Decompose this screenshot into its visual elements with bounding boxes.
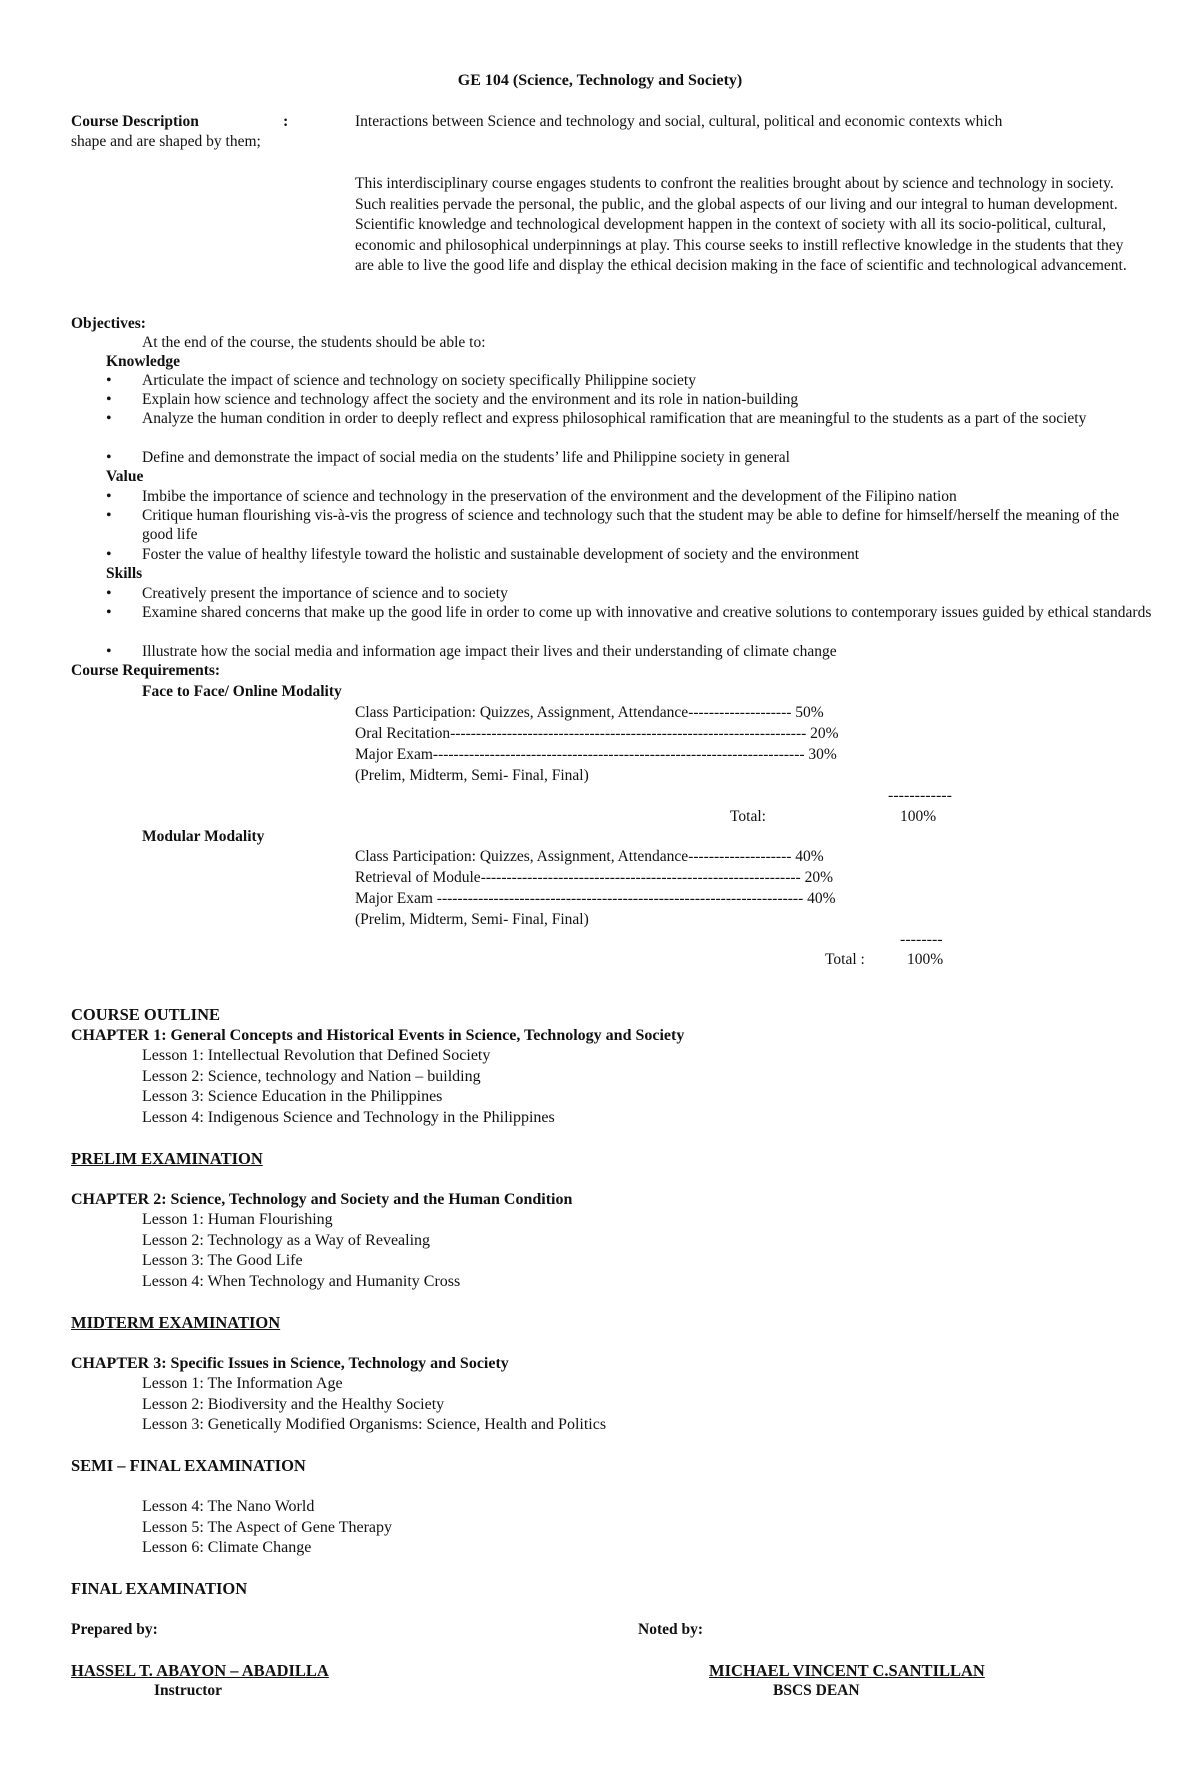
bullet-icon: • xyxy=(106,391,112,408)
bullet-icon: • xyxy=(106,410,112,427)
knowledge-item: Explain how science and technology affect the society and the environment and its role in nation-building xyxy=(142,391,799,408)
lesson-item: Lesson 5: The Aspect of Gene Therapy xyxy=(142,1519,393,1536)
lesson-item: Lesson 4: Indigenous Science and Technology in the Philippines xyxy=(142,1109,555,1126)
lesson-item: Lesson 1: The Information Age xyxy=(142,1375,343,1392)
preparer-name: HASSEL T. ABAYON – ABADILLA xyxy=(71,1661,329,1680)
requirement-line: Class Participation: Quizzes, Assignment, Attendance-------------------- 40% xyxy=(355,848,824,865)
lesson-item: Lesson 4: The Nano World xyxy=(142,1498,315,1515)
knowledge-heading: Knowledge xyxy=(106,353,181,370)
total-value: 100% xyxy=(907,951,944,968)
semi-final-exam-heading: SEMI – FINAL EXAMINATION xyxy=(71,1456,306,1475)
requirement-line: Retrieval of Module-------------------------------------------------------------- 20% xyxy=(355,869,833,886)
requirement-line: Class Participation: Quizzes, Assignment, Attendance-------------------- 50% xyxy=(355,704,824,721)
lesson-item: Lesson 1: Intellectual Revolution that Defined Society xyxy=(142,1047,491,1064)
bullet-icon: • xyxy=(106,604,112,621)
knowledge-item: Analyze the human condition in order to deeply reflect and express philosophical ramification that are meaningful to the students as a part of the society xyxy=(142,410,1087,427)
final-exam-heading: FINAL EXAMINATION xyxy=(71,1579,248,1598)
objectives-intro: At the end of the course, the students should be able to: xyxy=(142,334,486,351)
prepared-by-label: Prepared by: xyxy=(71,1621,158,1638)
course-description-paragraph: This interdisciplinary course engages students to confront the realities brought about by science and technology in society. Such realities pervade the personal, the public, and the global aspects of our living and our integral to human development. Scientific knowledge and technological development happen in the context of society with all its socio-political, cultural, economic and philosophical underpinnings at play. This course seeks to instill reflective knowledge in the students that they are able to live the good life and display the ethical decision making in the face of scientific and technological advancement. xyxy=(355,175,1127,274)
value-item: Foster the value of healthy lifestyle toward the holistic and sustainable development of society and the environment xyxy=(142,546,860,563)
noter-title: BSCS DEAN xyxy=(773,1682,860,1699)
course-description-line1-cont: shape and are shaped by them; xyxy=(71,133,261,150)
lesson-item: Lesson 6: Climate Change xyxy=(142,1539,312,1556)
face-to-face-heading: Face to Face/ Online Modality xyxy=(142,683,342,700)
noted-by-label: Noted by: xyxy=(638,1621,704,1638)
lesson-item: Lesson 2: Science, technology and Nation – building xyxy=(142,1068,481,1085)
lesson-item: Lesson 4: When Technology and Humanity Cross xyxy=(142,1273,461,1290)
skills-item: Illustrate how the social media and information age impact their lives and their understanding of climate change xyxy=(142,643,837,660)
knowledge-item: Define and demonstrate the impact of social media on the students’ life and Philippine society in general xyxy=(142,449,790,466)
total-rule: -------- xyxy=(900,931,943,948)
requirement-line: Oral Recitation--------------------------------------------------------------------- 20% xyxy=(355,725,839,742)
preparer-title: Instructor xyxy=(154,1682,223,1699)
total-label: Total : xyxy=(825,951,865,968)
total-value: 100% xyxy=(900,808,937,825)
requirement-line: Major Exam ----------------------------------------------------------------------- 40% xyxy=(355,890,836,907)
lesson-item: Lesson 1: Human Flourishing xyxy=(142,1211,333,1228)
requirement-line: Major Exam------------------------------------------------------------------------ 30% xyxy=(355,746,837,763)
course-description-label: Course Description xyxy=(71,113,199,130)
skills-item: Creatively present the importance of science and to society xyxy=(142,585,508,602)
requirements-heading: Course Requirements: xyxy=(71,662,221,679)
noter-name: MICHAEL VINCENT C.SANTILLAN xyxy=(709,1661,985,1680)
total-rule: ------------ xyxy=(888,787,952,804)
prelim-exam-heading: PRELIM EXAMINATION xyxy=(71,1149,263,1168)
requirement-line: (Prelim, Midterm, Semi- Final, Final) xyxy=(355,767,589,784)
course-description-line1: Interactions between Science and technology and social, cultural, political and economic contexts which xyxy=(355,113,1003,130)
course-description-colon: : xyxy=(283,113,289,130)
bullet-icon: • xyxy=(106,585,112,602)
bullet-icon: • xyxy=(106,507,112,524)
course-outline-heading: COURSE OUTLINE xyxy=(71,1005,220,1024)
knowledge-item: Articulate the impact of science and technology on society specifically Philippine society xyxy=(142,372,696,389)
value-heading: Value xyxy=(106,468,144,485)
lesson-item: Lesson 3: The Good Life xyxy=(142,1252,303,1269)
bullet-icon: • xyxy=(106,449,112,466)
lesson-item: Lesson 3: Genetically Modified Organisms: Science, Health and Politics xyxy=(142,1416,607,1433)
skills-item: Examine shared concerns that make up the good life in order to come up with innovative and creative solutions to contemporary issues guided by ethical standards xyxy=(142,604,1152,621)
lesson-item: Lesson 2: Technology as a Way of Revealing xyxy=(142,1232,431,1249)
lesson-item: Lesson 2: Biodiversity and the Healthy Society xyxy=(142,1396,445,1413)
skills-heading: Skills xyxy=(106,565,143,582)
modular-heading: Modular Modality xyxy=(142,828,265,845)
page-title: GE 104 (Science, Technology and Society) xyxy=(457,72,743,89)
midterm-exam-heading: MIDTERM EXAMINATION xyxy=(71,1313,281,1332)
requirement-line: (Prelim, Midterm, Semi- Final, Final) xyxy=(355,911,589,928)
bullet-icon: • xyxy=(106,488,112,505)
bullet-icon: • xyxy=(106,546,112,563)
chapter-2-title: CHAPTER 2: Science, Technology and Society and the Human Condition xyxy=(71,1191,573,1208)
lesson-item: Lesson 3: Science Education in the Philippines xyxy=(142,1088,443,1105)
chapter-1-title: CHAPTER 1: General Concepts and Historical Events in Science, Technology and Society xyxy=(71,1027,685,1044)
chapter-3-title: CHAPTER 3: Specific Issues in Science, Technology and Society xyxy=(71,1355,509,1372)
bullet-icon: • xyxy=(106,372,112,389)
objectives-heading: Objectives: xyxy=(71,315,146,332)
value-item: Critique human flourishing vis-à-vis the progress of science and technology such that the student may be able to define for himself/herself the meaning of the good life xyxy=(142,507,1120,543)
value-item: Imbibe the importance of science and technology in the preservation of the environment and the development of the Filipino nation xyxy=(142,488,957,505)
total-label: Total: xyxy=(730,808,766,825)
bullet-icon: • xyxy=(106,643,112,660)
